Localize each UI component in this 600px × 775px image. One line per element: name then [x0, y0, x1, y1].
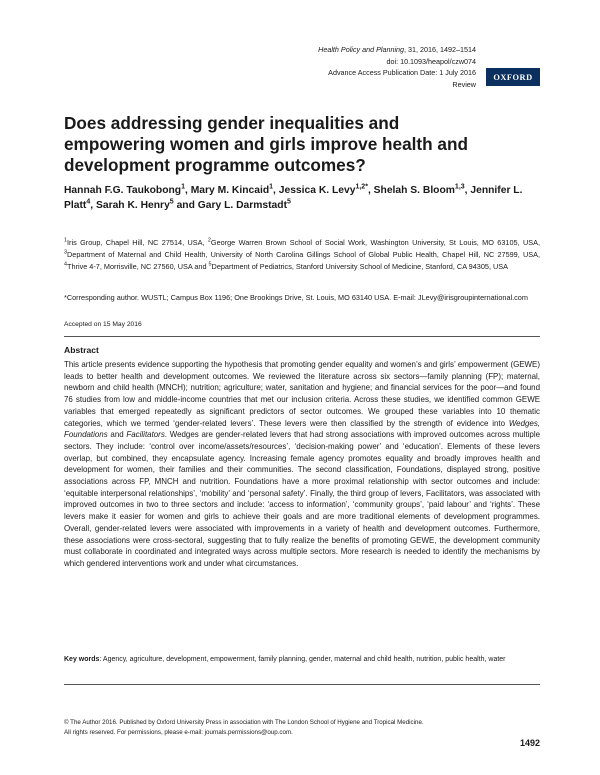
oxford-logo: OXFORD	[486, 68, 540, 86]
doi[interactable]: doi: 10.1093/heapol/czw074	[386, 56, 476, 66]
page-number: 1492	[519, 738, 540, 748]
author-separator: ,	[90, 199, 96, 211]
journal-name: Health Policy and Planning	[318, 45, 405, 54]
accepted-date: Accepted on 15 May 2016	[64, 321, 142, 328]
keywords-list: : Agency, agriculture, development, empowerment, family planning, gender, maternal and child health, nutrition, public health, water	[99, 656, 506, 663]
author-separator: ,	[464, 185, 471, 196]
affiliation-text: Department of Maternal and Child Health, University of North Carolina Gillings School of Global Public Health, Chapel Hill, NC 27599, USA,	[67, 250, 540, 260]
volume-pages: , 31, 2016, 1492–1514	[404, 45, 476, 54]
author-name: Hannah F.G. Taukobong	[64, 185, 182, 196]
author-list	[64, 184, 524, 213]
divider-top	[64, 336, 540, 337]
permissions-line: All rights reserved. For permissions, please e-mail: journals.permissions@oup.com.	[64, 729, 293, 737]
affiliation-number: 2	[207, 237, 211, 244]
author-affiliation-marker: 1	[181, 183, 185, 191]
affiliation-text: Iris Group, Chapel Hill, NC 27514, USA,	[67, 238, 208, 247]
author-affiliation-marker: 1,3	[454, 183, 465, 191]
abstract-part: This article presents evidence supporting the hypothesis that promoting gender equality and women’s and girls’ empowerment (GEWE) leads to better health and development outcomes. We reviewed the literature across six sectors—family planning (FP); maternal, newborn and child health (MNCH); nutrition; agriculture; water, sanitation and hygiene; and financial services for the poor—and found 76 studies from low and middle-income countries that met our inclusion criteria. Across these studies, we identified common GEWE variables that emerged repeatedly as significant predictors of sector outcomes. We grouped these variables into 10 thematic categories, which we termed ‘gender-related levers’. These levers were then classified by the strength of evidence into	[64, 360, 540, 428]
advance-access-date: Advance Access Publication Date: 1 July 2016	[328, 68, 476, 78]
divider-bottom	[64, 684, 540, 685]
author-separator: ,	[273, 185, 279, 196]
affiliations	[64, 237, 540, 274]
author-separator: ,	[184, 185, 191, 196]
author-name: Sarah K. Henry	[95, 199, 170, 211]
author-name: Mary M. Kincaid	[190, 185, 270, 196]
copyright-notice	[64, 718, 540, 739]
author-affiliation-marker: 4	[86, 198, 91, 206]
abstract-emphasis: Wedges, Foundations	[64, 418, 540, 440]
author-affiliation-marker: 5	[169, 198, 174, 206]
affiliation-number: 5	[208, 261, 212, 268]
affiliation-number: 4	[64, 261, 67, 268]
journal-citation	[318, 44, 476, 56]
article-type: Review	[452, 79, 476, 89]
affiliation-number: 1	[64, 237, 67, 244]
abstract-part: and	[107, 430, 127, 440]
abstract-text	[64, 359, 540, 570]
keywords-label: Key words	[64, 656, 100, 663]
author-separator: and	[173, 199, 198, 211]
author-name: Jennifer L. Platt	[64, 185, 523, 211]
copyright-line: © The Author 2016. Published by Oxford University Press in association with The London School of Hygiene and Tropical Medicine.	[64, 719, 424, 726]
author-affiliation-marker: 1,2*	[355, 183, 368, 191]
author-affiliation-marker: 5	[287, 198, 291, 206]
affiliation-text: George Warren Brown School of Social Work, Washington University, St Louis, MO 63105, USA,	[210, 238, 541, 247]
article-title: Does addressing gender inequalities and empowering women and girls improve health and development programme outcomes?	[64, 113, 468, 175]
affiliation-text: Thrive 4-7, Morrisville, NC 27560, USA and	[67, 262, 209, 272]
author-separator: ,	[367, 185, 374, 196]
abstract-heading: Abstract	[64, 345, 99, 355]
author-name: Jessica K. Levy	[278, 185, 356, 196]
author-name: Shelah S. Bloom	[373, 185, 455, 196]
article-metadata	[318, 44, 476, 90]
author-name: Gary L. Darmstadt	[197, 199, 288, 211]
affiliation-number: 3	[64, 249, 67, 256]
abstract-part: . Wedges are gender-related levers that had strong associations with improved outcomes across multiple sectors. They include: ‘control over income/assets/resources’, ‘decision-making power’ and ‘education’. Elements of these levers overlap, but combined, they encapsulate agency. Increasing female agency promotes equality and broadly improves health and development for women, their families and their communities. The second classification, Foundations, displayed strong, positive associations across FP, MNCH and nutrition. Foundations have a more proximal relationship with sector outcomes and include: ‘equitable interpersonal relationships’, ‘mobility’ and ‘personal safety’. Finally, the third group of levers, Facilitators, was associated with improved outcomes in two to three sectors and include: ‘access to information’, ‘community groups’, ‘paid labour’ and ‘rights’. These levers make it easier for women and girls to achieve their goals and are more traditional elements of development programmes. Overall, gender-related levers were associated with improvements in a variety of health and development outcomes. Furthermore, these associations were cross-sectoral, suggesting that to fully realize the benefits of promoting GEWE, the development community must collaborate in coordinated and integrated ways across multiple sectors. More research is needed to identify the mechanisms by which gendered interventions work and under what circumstances.	[64, 430, 541, 568]
affiliation-text: Department of Pediatrics, Stanford University School of Medicine, Stanford, CA 94305, USA	[211, 262, 509, 272]
author-affiliation-marker: 1	[269, 183, 274, 191]
abstract-emphasis: Facilitators	[126, 430, 165, 440]
corresponding-author: *Corresponding author. WUSTL; Campus Box 1196; One Brookings Drive, St. Louis, MO 63140 USA. E-mail: JLevy@irisgroupinternational.com	[64, 293, 528, 302]
keywords	[64, 655, 540, 666]
